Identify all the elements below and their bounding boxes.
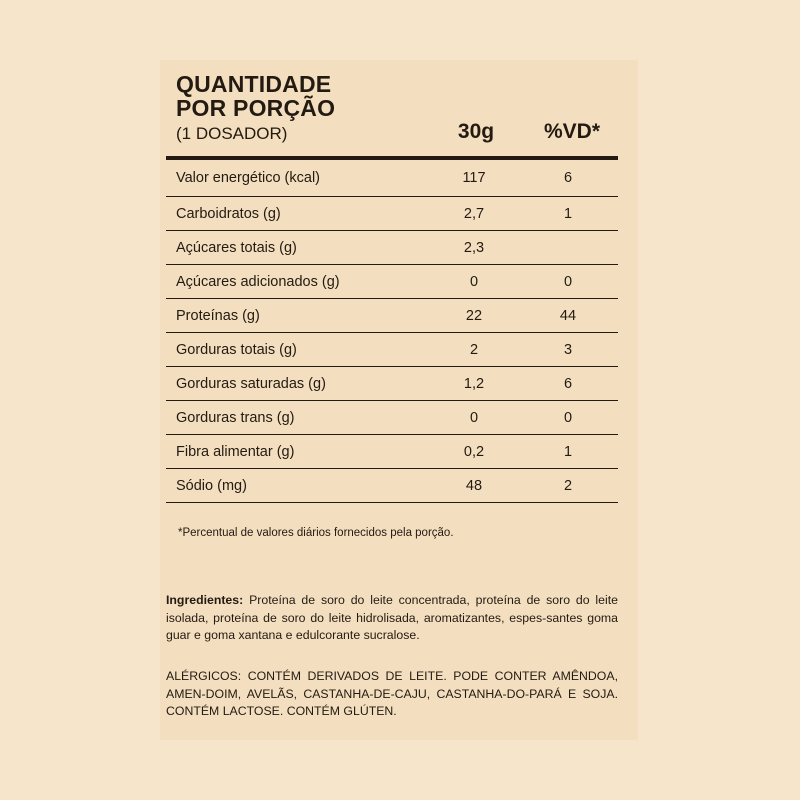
nutrient-daily-value: 6 bbox=[563, 375, 573, 392]
nutrient-quantity: 48 bbox=[465, 477, 483, 494]
nutrient-quantity: 0 bbox=[469, 273, 479, 290]
nutrient-quantity: 117 bbox=[462, 170, 486, 186]
nutrient-daily-value: 6 bbox=[563, 170, 573, 186]
nutrient-daily-value: 0 bbox=[563, 409, 573, 426]
column-header-quantity: 30g bbox=[457, 120, 495, 143]
ingredients-label: Ingredientes: bbox=[166, 593, 244, 607]
portion-size: (1 DOSADOR) bbox=[176, 124, 288, 143]
nutrient-name: Gorduras totais (g) bbox=[176, 341, 297, 358]
allergens-paragraph: ALÉRGICOS: CONTÉM DERIVADOS DE LEITE. PODE CONTER AMÊNDOA, AMEN-DOIM, AVELÃS, CASTANHA-DE-CAJU, CASTANHA-DO-PARÁ E SOJA. CONTÉM LACTOSE. CONTÉM GLÚTEN. bbox=[166, 669, 618, 718]
ingredients-text: Proteína de soro do leite concentrada, proteína de soro do leite isolada, proteína de soro do leite hidrolisada, aromatizantes, espes-santes goma guar e goma xantana e edulcorante sucralose. bbox=[166, 593, 618, 642]
table-row bbox=[166, 197, 618, 231]
nutrient-daily-value: 44 bbox=[559, 307, 577, 324]
table-row bbox=[166, 333, 618, 367]
nutrient-name: Sódio (mg) bbox=[176, 477, 247, 494]
nutrient-quantity: 2,3 bbox=[463, 239, 485, 256]
nutrient-name: Açúcares totais (g) bbox=[176, 239, 297, 256]
nutrient-quantity: 1,2 bbox=[463, 375, 485, 392]
table-row bbox=[166, 265, 618, 299]
table-row bbox=[166, 231, 618, 265]
title-line-1: QUANTIDADE bbox=[176, 71, 332, 97]
column-header-daily-value: %VD* bbox=[543, 120, 601, 143]
nutrient-quantity: 0 bbox=[469, 409, 479, 426]
nutrition-table bbox=[166, 160, 618, 503]
table-row bbox=[166, 401, 618, 435]
title-line-2: POR PORÇÃO bbox=[176, 95, 336, 121]
nutrient-quantity: 2,7 bbox=[463, 205, 485, 222]
nutrient-daily-value: 2 bbox=[563, 477, 573, 494]
table-row bbox=[166, 299, 618, 333]
nutrient-daily-value: 3 bbox=[563, 341, 573, 358]
ingredients-paragraph bbox=[166, 592, 618, 645]
table-row bbox=[166, 367, 618, 401]
nutrient-name: Gorduras trans (g) bbox=[176, 409, 295, 426]
nutrient-quantity: 2 bbox=[469, 341, 479, 358]
table-row bbox=[166, 435, 618, 469]
nutrient-quantity: 0,2 bbox=[463, 443, 485, 460]
nutrient-name: Proteínas (g) bbox=[176, 307, 260, 324]
nutrient-daily-value: 0 bbox=[563, 273, 573, 290]
nutrient-daily-value: 1 bbox=[563, 443, 573, 460]
nutrient-name: Açúcares adicionados (g) bbox=[176, 273, 340, 290]
nutrient-name: Valor energético (kcal) bbox=[176, 170, 320, 186]
nutrient-quantity: 22 bbox=[465, 307, 483, 324]
nutrient-name: Gorduras saturadas (g) bbox=[176, 375, 326, 392]
nutrient-daily-value: 1 bbox=[563, 205, 573, 222]
nutrient-name: Fibra alimentar (g) bbox=[176, 443, 295, 460]
table-row bbox=[166, 469, 618, 503]
label-title bbox=[176, 72, 335, 120]
nutrient-name: Carboidratos (g) bbox=[176, 205, 281, 222]
daily-value-footnote: *Percentual de valores diários fornecidos pela porção. bbox=[178, 527, 454, 539]
table-row bbox=[166, 160, 618, 197]
